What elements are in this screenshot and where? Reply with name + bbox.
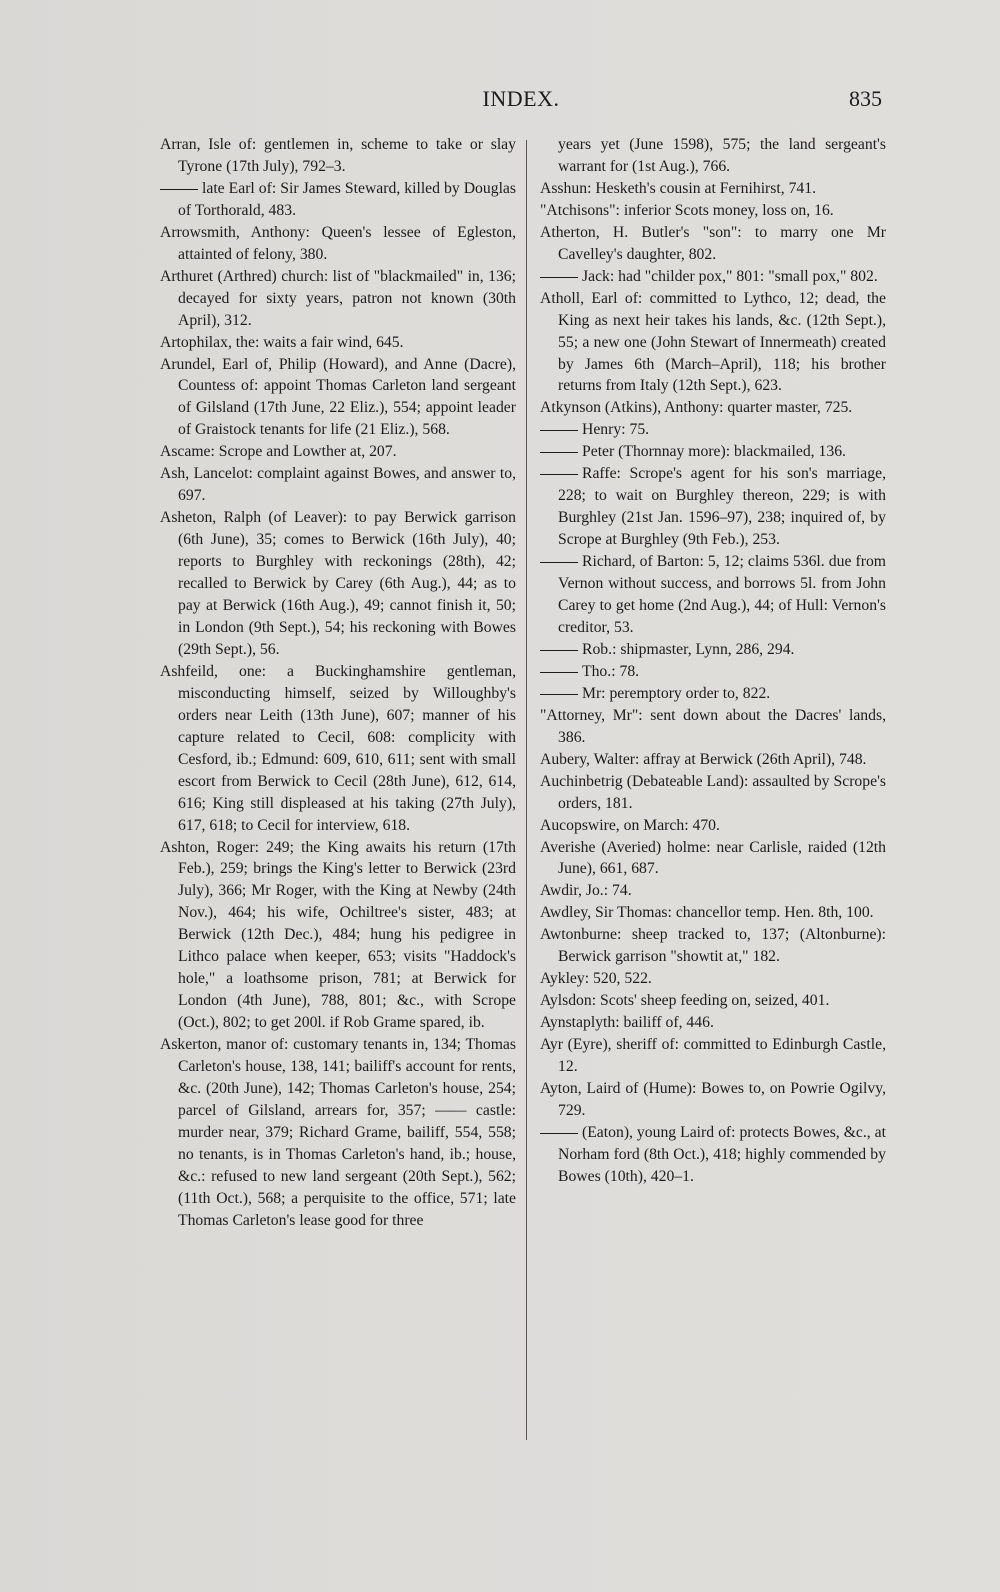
running-head <box>160 86 882 116</box>
index-entry: Askerton, manor of: customary tenants in, 134; Thomas Carleton's house, 138, 141; bailiff's account for rents, &c. (20th June), 142; Thomas Carleton's house, 254; parcel of Gilsland, arrears for, 357; —— castle: murder near, 379; Richard Grame, bailiff, 554, 558; no tenants, is in Thomas Carleton's hand, ib.; house, &c.: refused to new land sergeant (20th Sept.), 562; (11th Oct.), 568; a perquisite to the office, 571; late Thomas Carleton's lease good for three <box>160 1036 516 1229</box>
index-entry: Atholl, Earl of: committed to Lythco, 12; dead, the King as next heir takes his lands, &c. (12th Sept.), 55; a new one (John Stewart of Innermeath) created by James 6th (March–April), 118; his brother returns from Italy (12th Sept.), 623. <box>540 289 886 395</box>
index-entry: Arundel, Earl of, Philip (Howard), and Anne (Dacre), Countess of: appoint Thomas Carleton land sergeant of Gilsland (17th June, 22 Eliz.), 554; appoint leader of Graistock tenants for life (21 Eliz.), 568. <box>160 355 516 439</box>
index-entry: Arran, Isle of: gentlemen in, scheme to take or slay Tyrone (17th July), 792–3. <box>160 136 516 175</box>
index-entry: Richard, of Barton: 5, 12; claims 536l. due from Vernon without success, and borrows 5l. from John Carey to get home (2nd Aug.), 44; of Hull: Vernon's creditor, 53. <box>540 551 886 639</box>
index-entry: Awdir, Jo.: 74. <box>540 882 632 900</box>
index-entry: Averishe (Averied) holme: near Carlisle, raided (12th June), 661, 687. <box>540 838 886 878</box>
index-entry: Aubery, Walter: affray at Berwick (26th April), 748. <box>540 750 867 768</box>
index-entry: Raffe: Scrope's agent for his son's marriage, 228; to wait on Burghley thereon, 229; is with Burghley (21st Jan. 1596–97), 238; inquired of, by Scrope at Burghley (9th Feb.), 253. <box>540 463 886 551</box>
index-entry: Asheton, Ralph (of Leaver): to pay Berwick garrison (6th June), 35; comes to Berwick (16th July), 40; reports to Burghley with reckonings (28th), 42; recalled to Berwick by Carey (6th Aug.), 44; as to pay at Berwick (16th Aug.), 49; cannot finish it, 50; in London (9th Sept.), 54; his reckoning with Bowes (29th Sept.), 56. <box>160 509 516 658</box>
index-entry: Artophilax, the: waits a fair wind, 645. <box>160 333 404 351</box>
index-entry: Rob.: shipmaster, Lynn, 286, 294. <box>540 639 886 661</box>
index-entry: Atkynson (Atkins), Anthony: quarter master, 725. <box>540 399 853 417</box>
index-entry: Arrowsmith, Anthony: Queen's lessee of Egleston, attainted of felony, 380. <box>160 223 516 263</box>
index-entry: Mr: peremptory order to, 822. <box>540 683 886 705</box>
index-entry: Peter (Thornnay more): blackmailed, 136. <box>540 441 886 463</box>
index-entry: Auchinbetrig (Debateable Land): assaulted by Scrope's orders, 181. <box>540 772 886 812</box>
index-entry: Ashfeild, one: a Buckinghamshire gentleman, misconducting himself, seized by Willoughby's orders near Leith (13th June), 607; manner of his capture related to Cecil, 608: complicity with Cesford, ib.; Edmund: 609, 610, 611; sent with small escort from Berwick to Cecil (28th June), 612, 614, 616; King still displeased at his taking (27th July), 617, 618; to Cecil for interview, 618. <box>160 662 516 834</box>
right-column <box>540 134 886 1188</box>
index-entry: Asshun: Hesketh's cousin at Fernihirst, 741. <box>540 179 817 197</box>
index-entry: years yet (June 1598), 575; the land sergeant's warrant for (1st Aug.), 766. <box>558 136 886 175</box>
index-entry: "Attorney, Mr": sent down about the Dacres' lands, 386. <box>540 706 886 746</box>
index-entry: Tho.: 78. <box>540 661 886 683</box>
index-entry: Henry: 75. <box>540 419 886 441</box>
index-entry: Ascame: Scrope and Lowther at, 207. <box>160 443 397 461</box>
page-title: INDEX. <box>482 86 560 111</box>
index-entry: Atherton, H. Butler's "son": to marry one Mr Cavelley's daughter, 802. <box>540 223 886 263</box>
index-entry: Awtonburne: sheep tracked to, 137; (Altonburne): Berwick garrison "showtit at," 182. <box>540 926 886 966</box>
index-entry: late Earl of: Sir James Steward, killed by Douglas of Torthorald, 483. <box>160 178 516 222</box>
index-entry: Arthuret (Arthred) church: list of "blackmailed" in, 136; decayed for sixty years, patron not known (30th April), 312. <box>160 267 516 329</box>
left-column <box>160 134 516 1232</box>
index-entry: Jack: had "childer pox," 801: "small pox," 802. <box>540 266 886 288</box>
index-entry: Aynstaplyth: bailiff of, 446. <box>540 1014 714 1032</box>
index-entry: Awdley, Sir Thomas: chancellor temp. Hen. 8th, 100. <box>540 904 874 922</box>
index-entry: (Eaton), young Laird of: protects Bowes, &c., at Norham ford (8th Oct.), 418; highly commended by Bowes (10th), 420–1. <box>540 1122 886 1188</box>
index-entry: Aykley: 520, 522. <box>540 970 652 988</box>
index-entry: Ayr (Eyre), sheriff of: committed to Edinburgh Castle, 12. <box>540 1036 886 1076</box>
index-entry: "Atchisons": inferior Scots money, loss on, 16. <box>540 201 834 219</box>
index-entry: Aucopswire, on March: 470. <box>540 816 720 834</box>
column-divider <box>526 140 527 1440</box>
index-entry: Ash, Lancelot: complaint against Bowes, and answer to, 697. <box>160 465 516 505</box>
index-entry: Ashton, Roger: 249; the King awaits his return (17th Feb.), 259; brings the King's letter to Berwick (23rd July), 366; Mr Roger, with the King at Newby (24th Nov.), 464; his wife, Ochiltree's sister, 483; at Berwick (12th Dec.), 484; hung his pedigree in Lithco palace when keeper, 653; visits "Haddock's hole," a loathsome prison, 781; at Berwick for London (4th June), 788, 801; &c., with Scrope (Oct.), 802; to get 200l. if Rob Grame spared, ib. <box>160 838 516 1032</box>
page-number: 835 <box>849 86 882 111</box>
index-entry: Aylsdon: Scots' sheep feeding on, seized, 401. <box>540 992 830 1010</box>
index-entry: Ayton, Laird of (Hume): Bowes to, on Powrie Ogilvy, 729. <box>540 1079 886 1119</box>
